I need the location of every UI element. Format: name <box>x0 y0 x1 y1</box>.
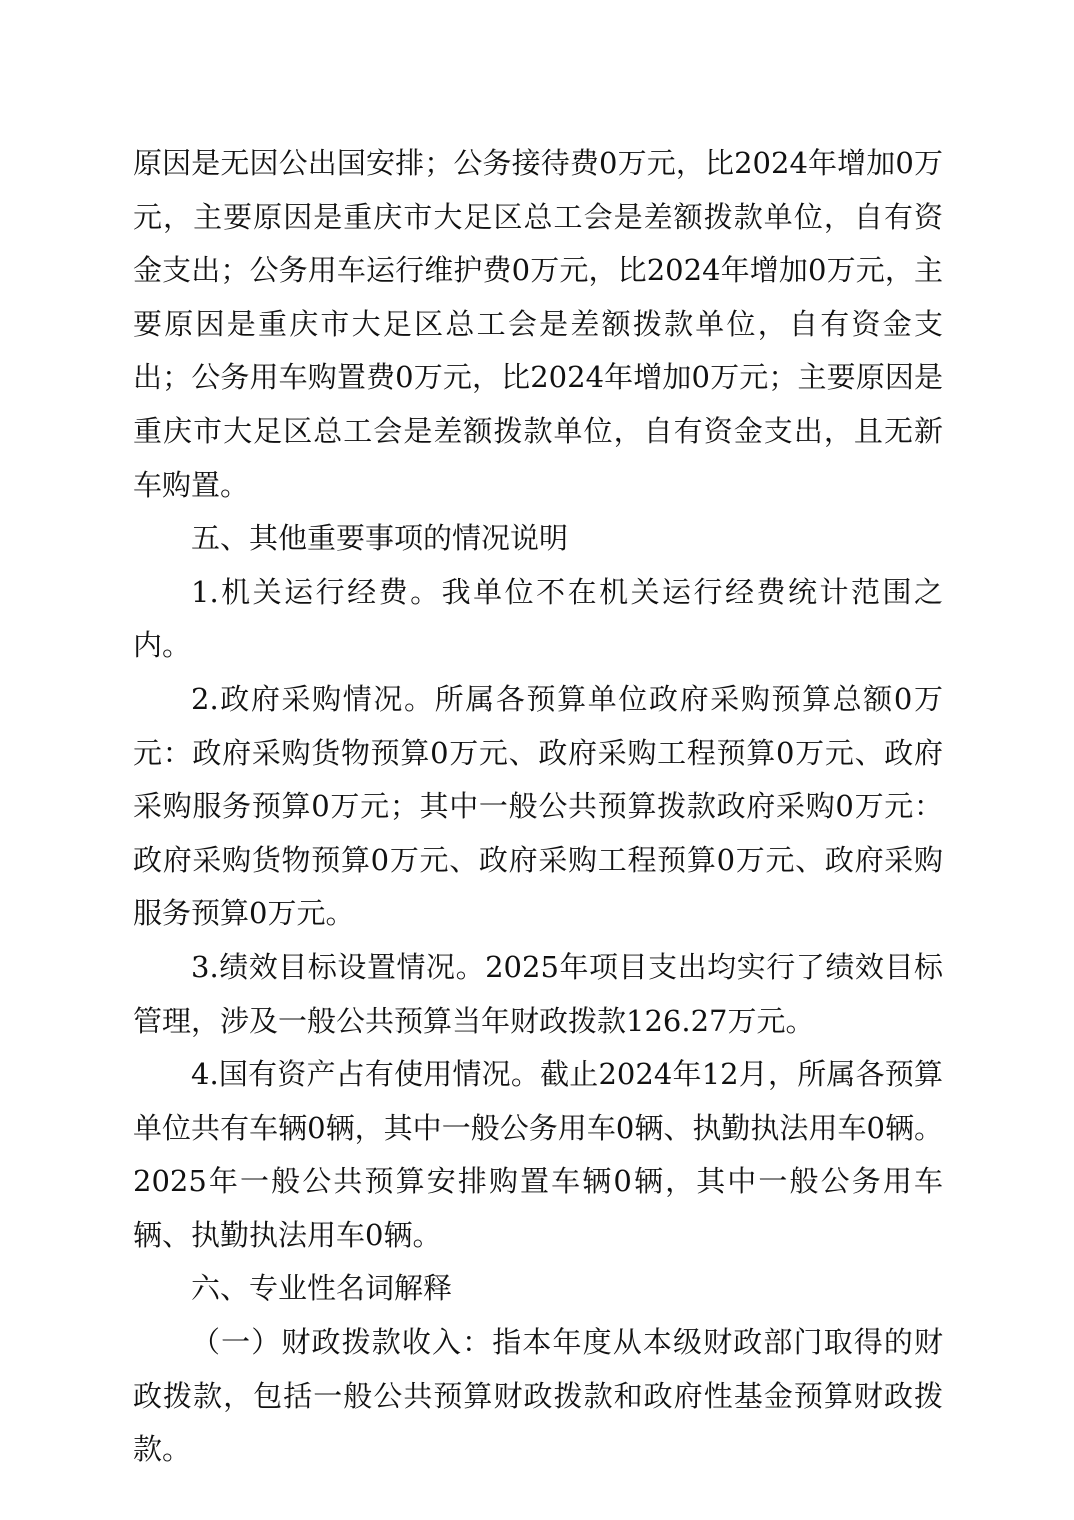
paragraph-continued-expense-reasons: 原因是无因公出国安排；公务接待费0万元，比2024年增加0万元，主要原因是重庆市大足区总工会是差额拨款单位，自有资金支出；公务用车运行维护费0万元，比2024年增加0万元，主要原因是重庆市大足区总工会是差额拨款单位，自有资金支出；公务用车购置费0万元，比2024年增加0万元；主要原因是重庆市大足区总工会是差额拨款单位，自有资金支出，且无新车购置。 <box>133 146 943 502</box>
paragraph-operating-expenses: 1.机关运行经费。我单位不在机关运行经费统计范围之内。 <box>133 574 943 663</box>
paragraph-fiscal-appropriation-income: （一）财政拨款收入：指本年度从本级财政部门取得的财政拨款，包括一般公共预算财政拨款和政府性基金预算财政拨款。 <box>133 1325 943 1467</box>
paragraph-state-assets: 4.国有资产占有使用情况。截止2024年12月，所属各预算单位共有车辆0辆，其中一般公务用车0辆、执勤执法用车0辆。2025年一般公共预算安排购置车辆0辆，其中一般公务用车 辆、执勤执法用车0辆。 <box>133 1057 943 1252</box>
section-heading-other-matters: 五、其他重要事项的情况说明 <box>191 521 569 556</box>
section-heading-terminology: 六、专业性名词解释 <box>191 1271 453 1306</box>
document-body <box>133 137 943 1477</box>
paragraph-performance-targets: 3.绩效目标设置情况。2025年项目支出均实行了绩效目标管理，涉及一般公共预算当年财政拨款126.27万元。 <box>133 949 943 1038</box>
paragraph-government-procurement: 2.政府采购情况。所属各预算单位政府采购预算总额0万元：政府采购货物预算0万元、政府采购工程预算0万元、政府采购服务预算0万元；其中一般公共预算拨款政府采购0万元：政府采购货物预算0万元、政府采购工程预算0万元、政府采购服务预算0万元。 <box>133 681 943 931</box>
